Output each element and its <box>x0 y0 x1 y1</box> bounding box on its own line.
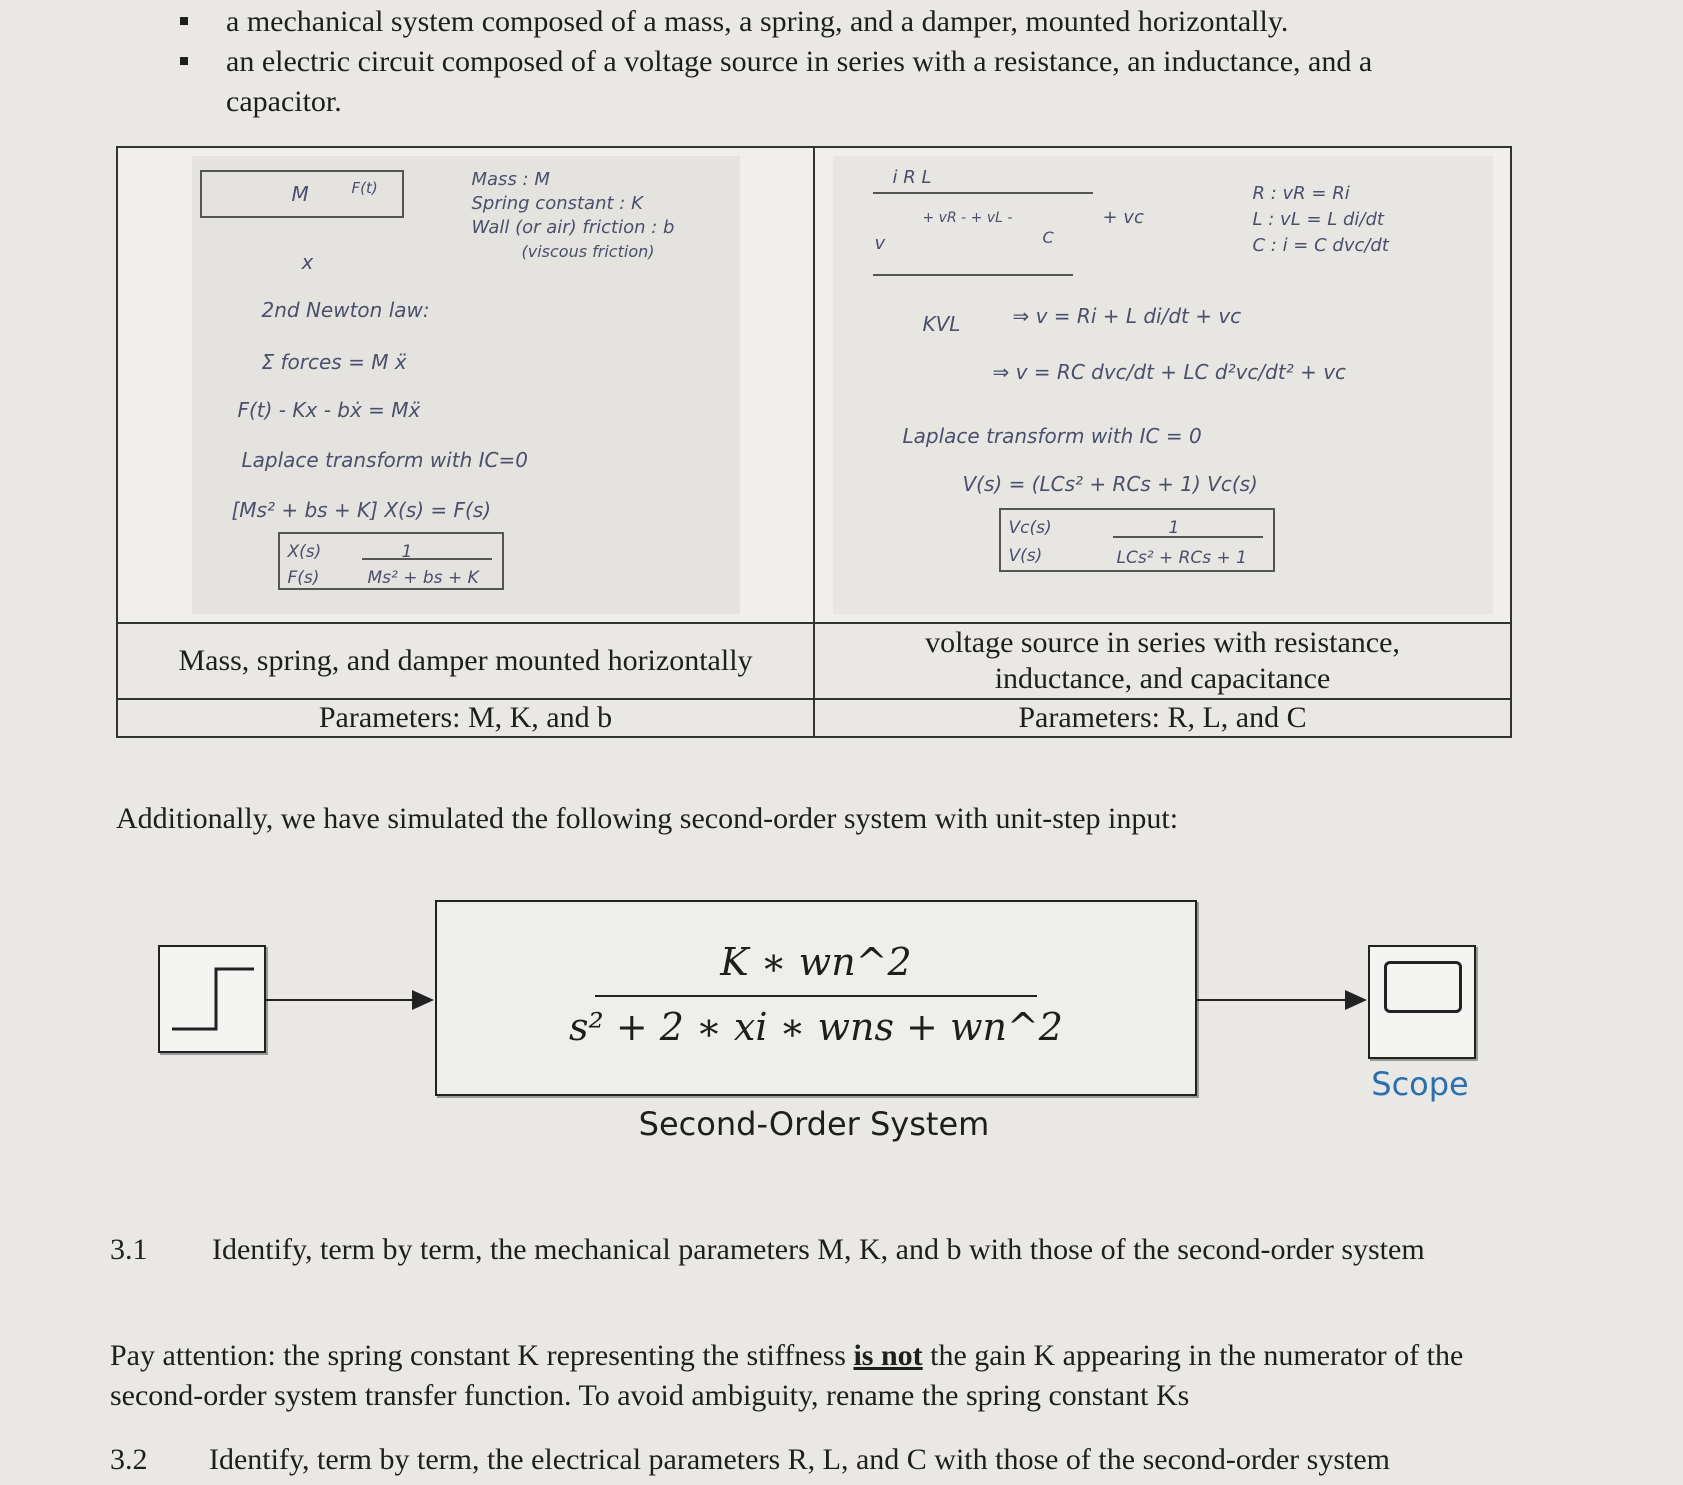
circuit-labels: i R L <box>892 167 932 188</box>
voltage-drop-labels: + vR - + vL - <box>922 210 1013 226</box>
tf-rhs-den: Ms² + bs + K <box>367 568 479 588</box>
electrical-notes-cell <box>814 147 1511 623</box>
attention-text-after: the gain K appearing in the numerator of the second-order system transfer function. To avoid ambiguity, rename the spring constant Ks <box>110 1339 1464 1412</box>
x-label: x <box>301 250 314 274</box>
tf-fraction-bar <box>595 995 1037 997</box>
bullet-marker <box>180 17 188 25</box>
kvl-label: KVL <box>922 312 961 336</box>
capacitor-label: C <box>1042 228 1054 247</box>
tf-lhs-num: Vc(s) <box>1008 518 1052 538</box>
motion-equation: F(t) - Kx - bẋ = Mẍ <box>237 398 421 422</box>
question-number: 3.1 <box>110 1233 148 1266</box>
kvl-equation-1: ⇒ v = Ri + L di/dt + vc <box>1012 304 1242 328</box>
scope-label: Scope <box>1371 1065 1469 1103</box>
mechanical-caption <box>117 623 814 699</box>
attention-paragraph <box>110 1336 1540 1416</box>
caption-text-line1: voltage source in series with resistance, <box>925 626 1400 659</box>
question-3-1 <box>110 1230 1550 1270</box>
tf-den: F(s) <box>287 568 320 588</box>
capacitor-law: C : i = C dvc/dt <box>1252 235 1389 256</box>
inductor-law: L : vL = L di/dt <box>1252 209 1384 230</box>
mass-definition: Mass : M <box>471 169 550 190</box>
transfer-function-block[interactable] <box>435 900 1197 1096</box>
electrical-handwritten-notes <box>833 156 1493 614</box>
attention-text-before: Pay attention: the spring constant K representing the stiffness <box>110 1339 854 1372</box>
scope-icon <box>1384 961 1462 1013</box>
tf-block-label: Second-Order System <box>638 1105 990 1143</box>
simulink-diagram <box>150 900 1510 1160</box>
mechanical-notes-cell <box>117 147 814 623</box>
step-input-block[interactable] <box>158 945 266 1053</box>
scope-block[interactable] <box>1368 945 1476 1059</box>
parameters-text: Parameters: M, K, and b <box>318 701 613 734</box>
caption-text: Mass, spring, and damper mounted horizontally <box>178 644 753 677</box>
bullet-text: an electric circuit composed of a voltage source in series with a resistance, an inductance, and a capacitor. <box>226 45 1373 118</box>
source-label: v <box>874 233 886 254</box>
kvl-equation-2: ⇒ v = RC dvc/dt + LC d²vc/dt² + vc <box>992 360 1347 384</box>
question-text: Identify, term by term, the electrical parameters R, L, and C with those of the second-order system <box>209 1443 1391 1476</box>
laplace-equation: [Ms² + bs + K] X(s) = F(s) <box>231 498 492 522</box>
tf-rhs-den: LCs² + RCs + 1 <box>1116 548 1247 568</box>
arrow-tf-to-scope <box>1195 988 1369 1012</box>
bullet-marker <box>180 57 188 65</box>
question-3-2 <box>110 1440 1550 1480</box>
laplace-note: Laplace transform with IC=0 <box>241 448 528 472</box>
resistor-law: R : vR = Ri <box>1252 183 1350 204</box>
circuit-wire-top <box>873 192 1093 194</box>
circuit-wire-bottom <box>873 274 1073 276</box>
sum-forces: Σ forces = M ẍ <box>261 350 407 374</box>
tf-num: X(s) <box>287 542 322 562</box>
tf-numerator: K ∗ wn^2 <box>720 940 912 984</box>
vc-label: + vc <box>1102 207 1144 228</box>
additionally-paragraph: Additionally, we have simulated the following second-order system with unit-step input: <box>116 802 1179 835</box>
bullet-list <box>170 2 1490 122</box>
tf-rhs-num: 1 <box>401 542 413 562</box>
bullet-item-electric <box>170 42 1490 122</box>
mass-label: M <box>291 182 309 206</box>
electrical-caption <box>814 623 1511 699</box>
laplace-note: Laplace transform with IC = 0 <box>902 424 1202 448</box>
parameters-text: Parameters: R, L, and C <box>1018 701 1307 734</box>
viscous-note: (viscous friction) <box>521 242 655 261</box>
question-text: Identify, term by term, the mechanical parameters M, K, and b with those of the second-order system <box>212 1233 1425 1266</box>
mechanical-parameters <box>117 699 814 737</box>
electrical-parameters <box>814 699 1511 737</box>
newton-law: 2nd Newton law: <box>261 298 430 322</box>
step-icon <box>160 947 264 1051</box>
bullet-item-mechanical <box>170 2 1490 42</box>
spring-definition: Spring constant : K <box>471 193 643 214</box>
mechanical-handwritten-notes <box>192 156 740 614</box>
attention-emphasis: is not <box>853 1339 923 1372</box>
bullet-text: a mechanical system composed of a mass, a spring, and a damper, mounted horizontally. <box>226 5 1289 38</box>
tf-denominator: s² + 2 ∗ xi ∗ wns + wn^2 <box>569 1005 1063 1049</box>
force-label: F(t) <box>351 179 378 197</box>
friction-definition: Wall (or air) friction : b <box>471 217 675 238</box>
question-number: 3.2 <box>110 1443 148 1476</box>
caption-text-line2: inductance, and capacitance <box>994 662 1331 695</box>
tf-rhs-num: 1 <box>1168 518 1180 538</box>
fraction-bar <box>1113 536 1263 538</box>
figure-table <box>116 146 1512 738</box>
tf-lhs-den: V(s) <box>1008 546 1043 566</box>
laplace-equation: V(s) = (LCs² + RCs + 1) Vc(s) <box>962 472 1258 496</box>
arrow-step-to-tf <box>264 988 436 1012</box>
